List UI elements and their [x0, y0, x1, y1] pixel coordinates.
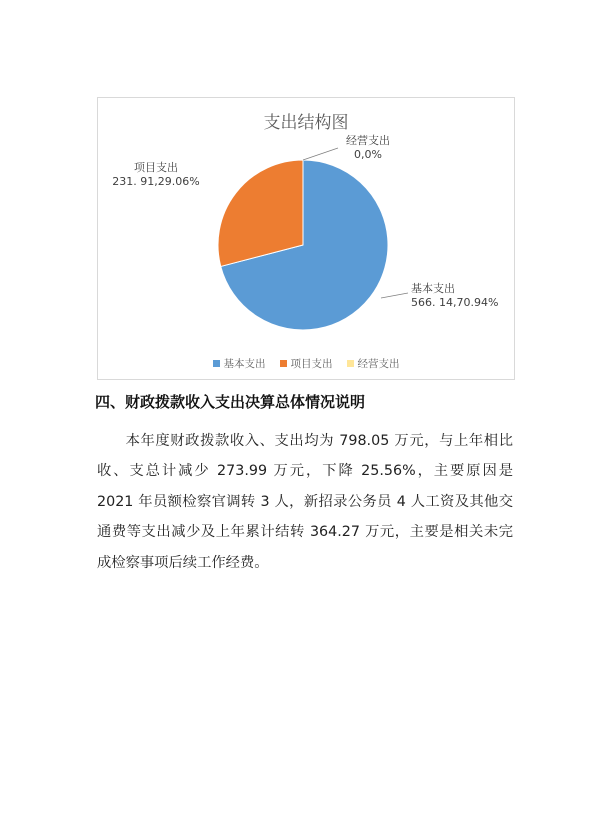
chart-legend — [98, 356, 514, 371]
legend-label: 项目支出 — [290, 358, 333, 370]
pie-chart — [97, 97, 515, 380]
legend-item-basic — [213, 356, 266, 371]
legend-item-project — [280, 356, 333, 371]
legend-swatch — [347, 360, 354, 367]
legend-item-operating — [347, 356, 400, 371]
legend-label: 基本支出 — [223, 358, 266, 370]
pie-chart-svg — [98, 98, 516, 381]
data-label-project: 项目支出 231. 91,29.06% — [112, 161, 200, 188]
legend-swatch — [213, 360, 220, 367]
legend-label: 经营支出 — [357, 358, 400, 370]
chart-title: 支出结构图 — [263, 113, 349, 133]
legend-swatch — [280, 360, 287, 367]
data-label-operating: 经营支出 0,0% — [346, 134, 390, 161]
section-paragraph: 本年度财政拨款收入、支出均为 798.05 万元，与上年相比收、支总计减少 273.99 万元，下降 25.56%，主要原因是 2021 年员额检察官调转 3 人，新招录公务员 4 人工资及其他交通费等支出减少及上年累计结转 364.27 万元，主要是相关未完成检察事项后续工作经费。 — [97, 433, 513, 571]
section-heading: 四、财政拨款收入支出决算总体情况说明 — [95, 393, 366, 411]
leader-line-operating — [303, 148, 338, 160]
leader-line-basic — [381, 293, 408, 298]
data-label-basic: 基本支出 566. 14,70.94% — [411, 282, 499, 309]
